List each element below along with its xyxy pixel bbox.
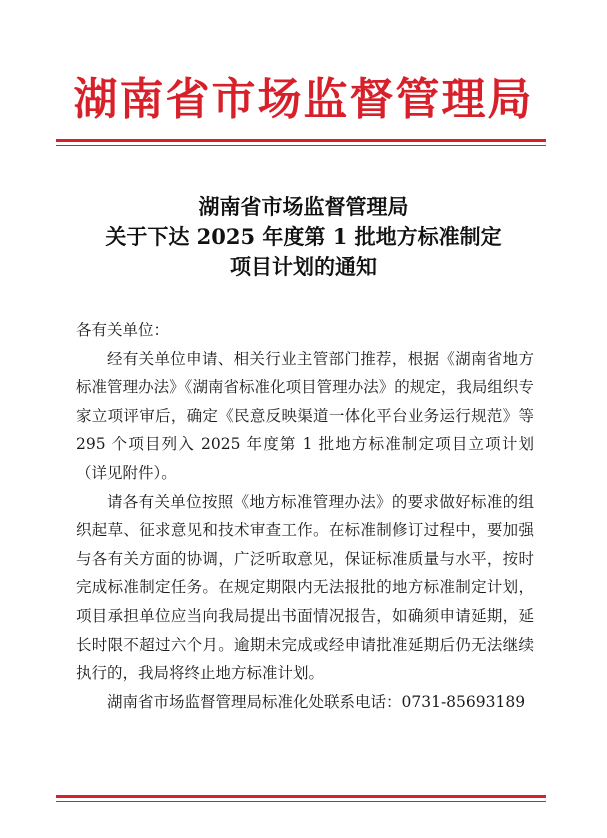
notice-body xyxy=(76,316,534,716)
footer-divider-thin xyxy=(56,801,546,802)
paragraph-2: 请各有关单位按照《地方标准管理办法》的要求做好标准的组织起草、征求意见和技术审查工作。在标准制修订过程中，要加强与各有关方面的协调，广泛听取意见，保证标准质量与水平，按时完成标准制定任务。在规定期限内无法报批的地方标准制定计划，项目承担单位应当向我局提出书面情况报告，如确须申请延期，延长时限不超过六个月。逾期未完成或经申请批准延期后仍无法继续执行的，我局将终止地方标准计划。 xyxy=(76,492,534,683)
notice-title-line-2: 关于下达 2025 年度第 1 批地方标准制定 xyxy=(105,224,502,249)
notice-title xyxy=(0,192,607,282)
footer-divider-thick xyxy=(56,795,546,798)
notice-title-line-1: 湖南省市场监督管理局 xyxy=(198,194,409,219)
masthead-title: 湖南省市场监督管理局 xyxy=(73,74,534,125)
masthead-divider-thin xyxy=(56,145,546,146)
masthead-divider-thick xyxy=(56,139,546,142)
paragraph-1: 经有关单位申请、相关行业主管部门推荐，根据《湖南省地方标准管理办法》《湖南省标准化项目管理办法》的规定，我局组织专家立项评审后，确定《民意反映渠道一体化平台业务运行规范》等 295 个项目列入 2025 年度第 1 批地方标准制定项目立项计划（详见附件）。 xyxy=(76,349,534,482)
notice-title-line-3: 项目计划的通知 xyxy=(230,254,377,279)
salutation: 各有关单位： xyxy=(76,321,170,339)
contact-line: 湖南省市场监督管理局标准化处联系电话：0731-85693189 xyxy=(107,692,526,711)
